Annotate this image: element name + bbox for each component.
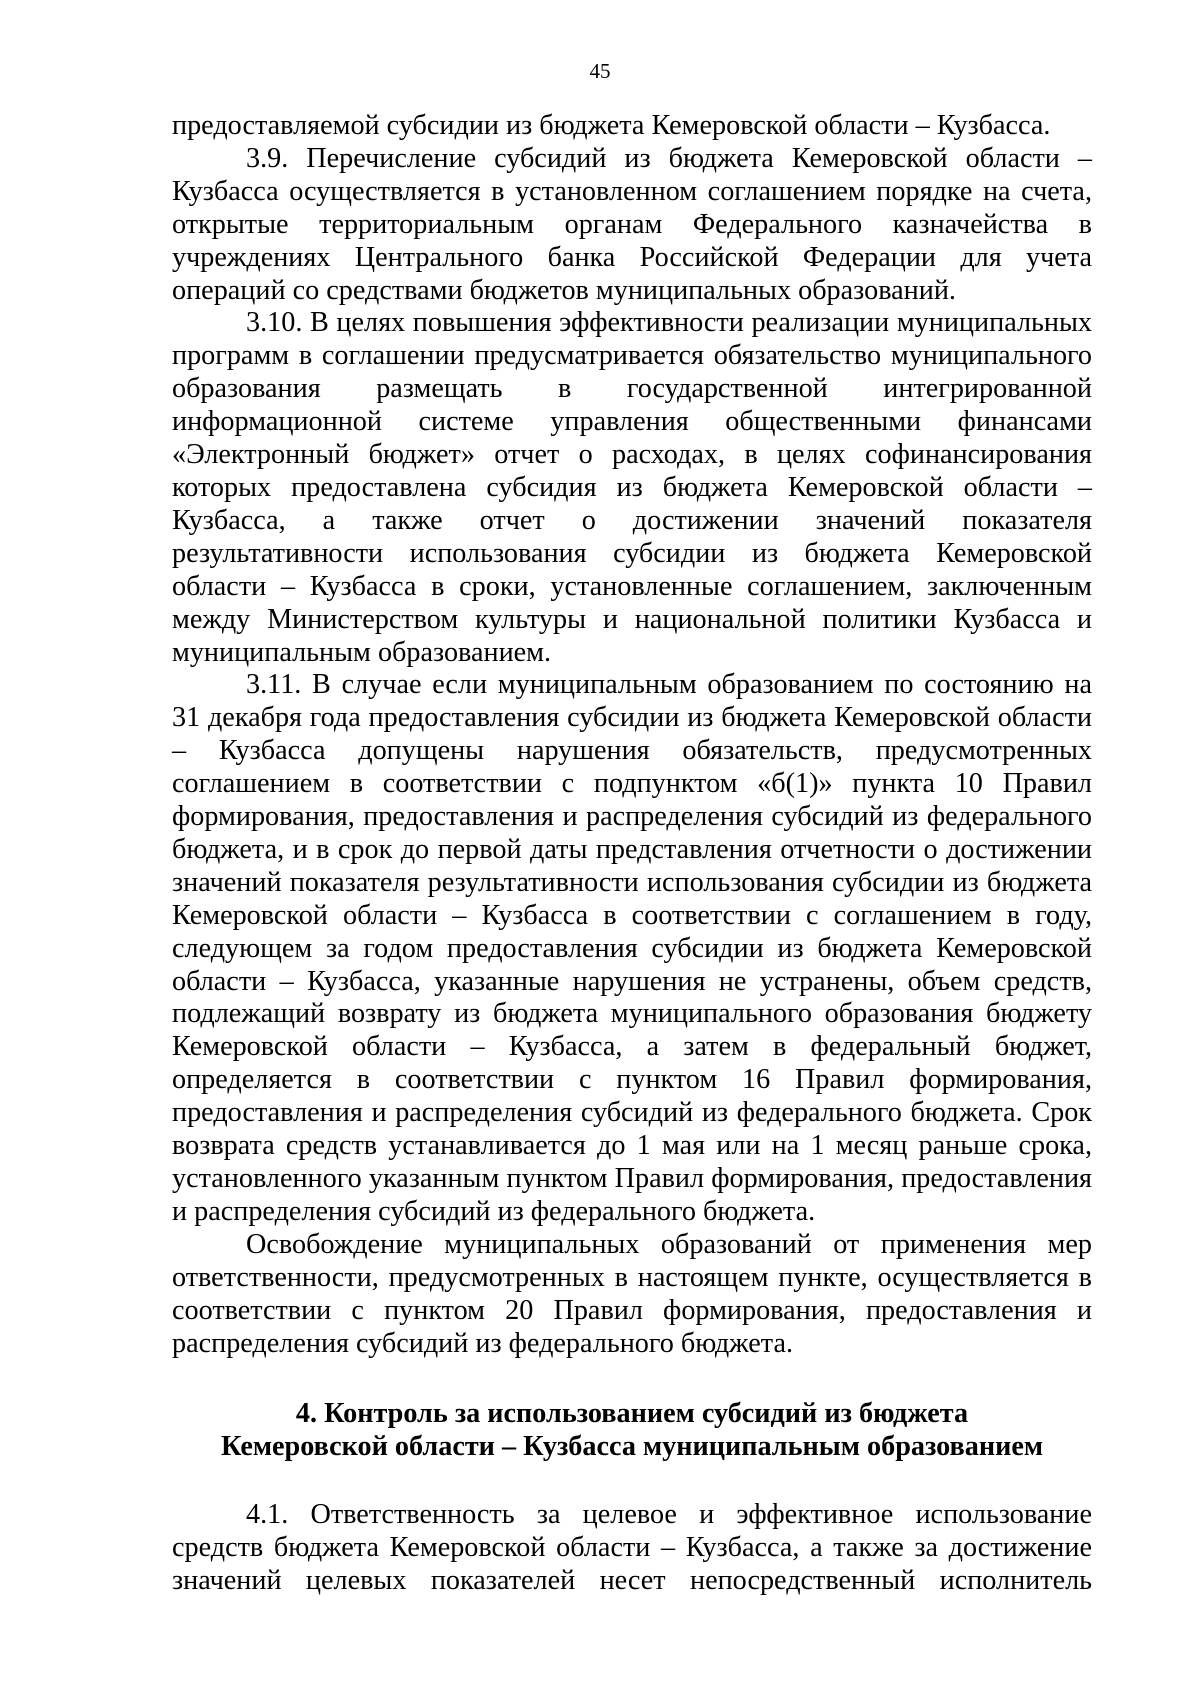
page-number: 45 [589,59,611,83]
paragraph-3-11: 3.11. В случае если муниципальным образованием по состоянию на 31 декабря года предоставления субсидии из бюджета Кемеровской области – Кузбасса допущены нарушения обязательств, предусмотренных соглашением в соответствии с подпунктом «б(1)» пункта 10 Правил формирования, предоставления и распределения субсидий из федерального бюджета, и в срок до первой даты представления отчетности о достижении значений показателя результативности использования субсидии из бюджета Кемеровской области – Кузбасса в соответствии с соглашением в году, следующем за годом предоставления субсидии из бюджета Кемеровской области – Кузбасса, указанные нарушения не устранены, объем средств, подлежащий возврату из бюджета муниципального образования бюджету Кемеровской области – Кузбасса, а затем в федеральный бюджет, определяется в соответствии с пунктом 16 Правил формирования, предоставления и распределения субсидий из федерального бюджета. Срок возврата средств устанавливается до 1 мая или на 1 месяц раньше срока, установленного указанным пунктом Правил формирования, предоставления и распределения субсидий из федерального бюджета. [172,669,1092,1227]
section-heading-line-1: 4. Контроль за использованием субсидий из бюджета [295,1398,969,1430]
paragraph-continuation: предоставляемой субсидии из бюджета Кемеровской области – Кузбасса. [172,110,1051,141]
paragraph-3-9: 3.9. Перечисление субсидий из бюджета Кемеровской области – Кузбасса осуществляется в установленном соглашением порядке на счета, открытые территориальным органам Федерального казначейства в учреждениях Центрального банка Российской Федерации для учета операций со средствами бюджетов муниципальных образований. [172,142,1092,306]
section-heading [172,1397,1092,1463]
section-heading-line-2: Кемеровской области – Кузбасса муниципальным образованием [220,1431,1044,1463]
paragraph-3-10: 3.10. В целях повышения эффективности реализации муниципальных программ в соглашении предусматривается обязательство муниципального образования размещать в государственной интегрированной информационной системе управления общественными финансами «Электронный бюджет» отчет о расходах, в целях софинансирования которых предоставлена субсидия из бюджета Кемеровской области – Кузбасса, а также отчет о достижении значений показателя результативности использования субсидии из бюджета Кемеровской области – Кузбасса в сроки, установленные соглашением, заключенным между Министерством культуры и национальной политики Кузбасса и муниципальным образованием. [172,307,1092,668]
paragraph-exemption: Освобождение муниципальных образований от применения мер ответственности, предусмотренных в настоящем пункте, осуществляется в соответствии с пунктом 20 Правил формирования, предоставления и распределения субсидий из федерального бюджета. [172,1228,1092,1359]
document-body [172,110,1092,1598]
paragraph-4-1: 4.1. Ответственность за целевое и эффективное использование средств бюджета Кемеровской области – Кузбасса, а также за достижение значений целевых показателей несет непосредственный исполнитель [172,1499,1092,1597]
